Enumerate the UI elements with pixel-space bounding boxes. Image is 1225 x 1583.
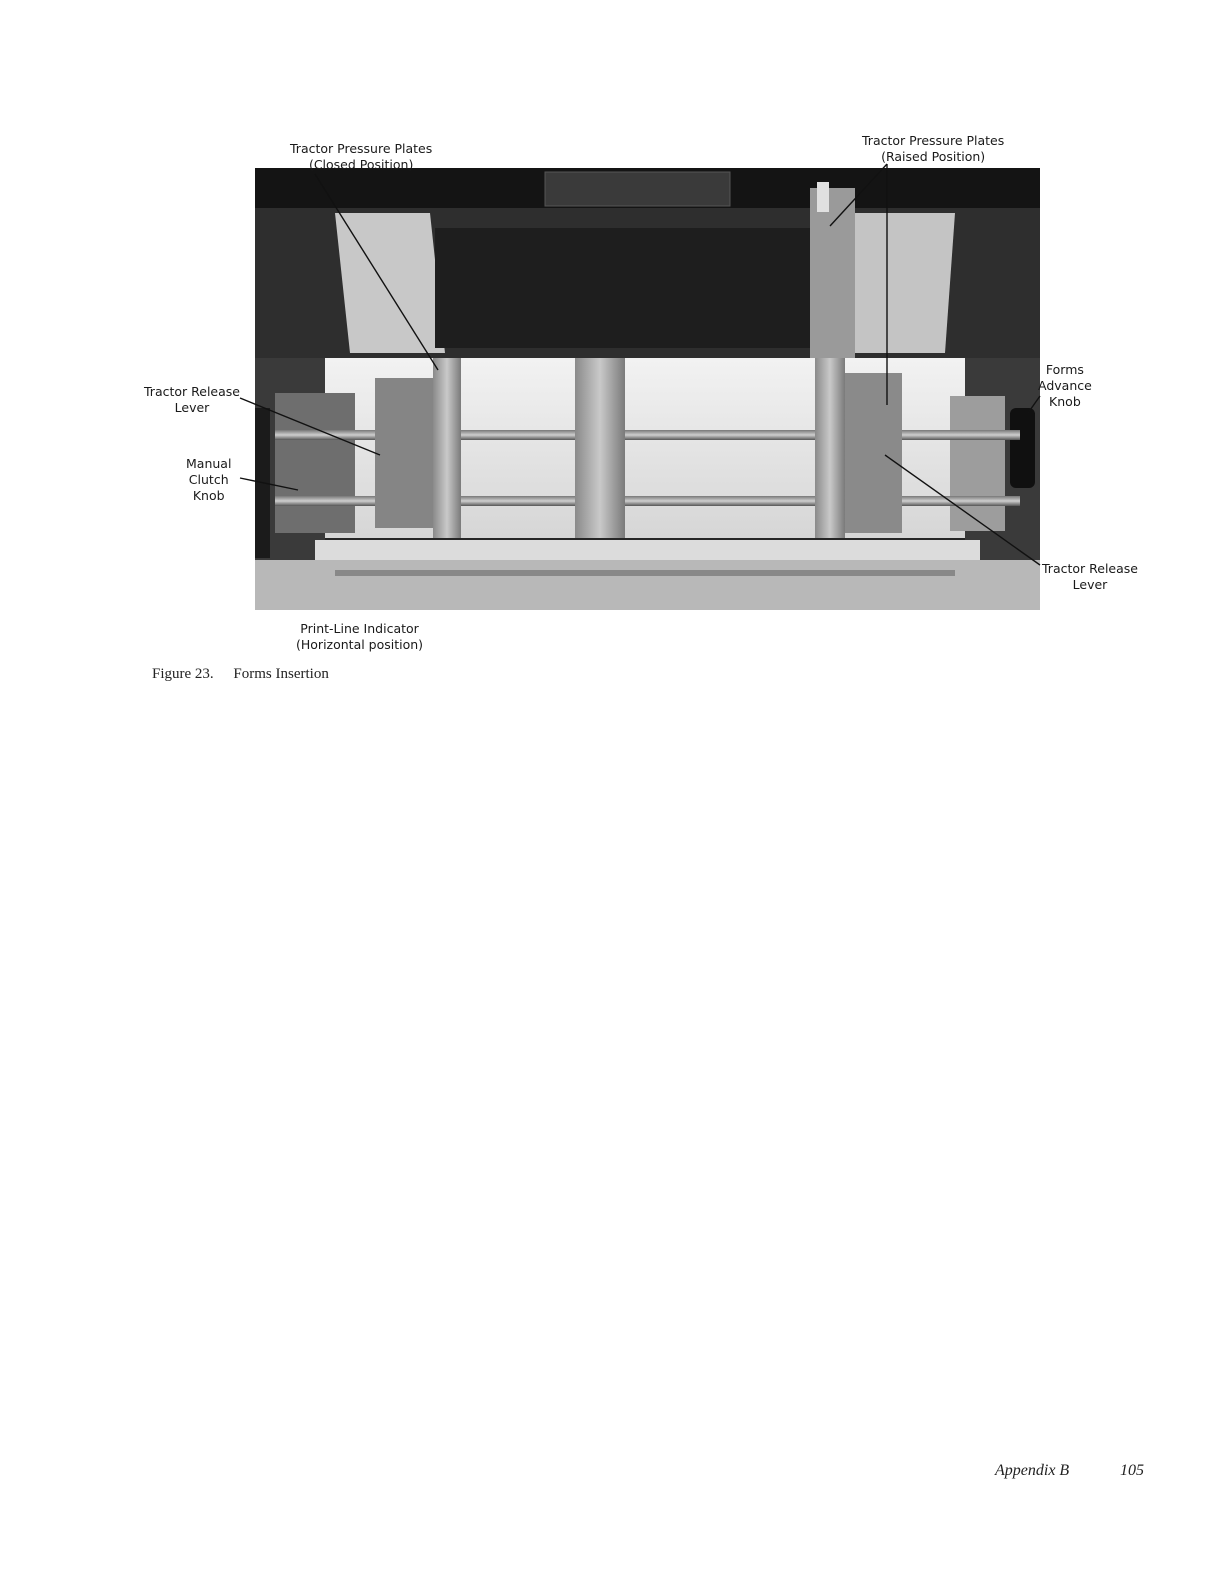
callout-forms-advance-knob	[1038, 362, 1092, 410]
callout-pressure-plates-raised	[862, 133, 1004, 165]
callout-line: Tractor Pressure Plates	[862, 133, 1005, 148]
callout-tractor-release-lever-right	[1042, 561, 1138, 593]
callout-line: Tractor Release	[144, 384, 240, 399]
callout-manual-clutch-knob	[186, 456, 231, 504]
figure-caption	[152, 666, 329, 683]
figure-number: Figure 23.	[152, 666, 214, 682]
callout-line: Advance	[1038, 378, 1092, 393]
figure-title: Forms Insertion	[233, 666, 329, 682]
footer-section: Appendix B	[995, 1462, 1070, 1479]
callout-line: Print-Line Indicator	[300, 621, 419, 636]
callout-tractor-release-lever-left	[144, 384, 240, 416]
callout-line: (Horizontal position)	[296, 637, 424, 652]
callout-line: Clutch	[188, 472, 229, 487]
callout-line: Lever	[174, 400, 210, 415]
callout-line: Knob	[1049, 394, 1081, 409]
callout-pressure-plates-closed	[290, 141, 432, 173]
callout-line: (Raised Position)	[881, 149, 986, 164]
callout-line: Knob	[192, 488, 225, 503]
callout-line: Tractor Release	[1042, 561, 1138, 576]
callout-line: Lever	[1072, 577, 1108, 592]
page-number: 105	[1120, 1462, 1144, 1479]
callout-line: Forms	[1045, 362, 1084, 377]
callout-print-line-indicator	[296, 621, 423, 653]
callout-line: Manual	[186, 456, 232, 471]
callout-line: Tractor Pressure Plates	[290, 141, 433, 156]
callout-line: (Closed Position)	[308, 157, 414, 172]
